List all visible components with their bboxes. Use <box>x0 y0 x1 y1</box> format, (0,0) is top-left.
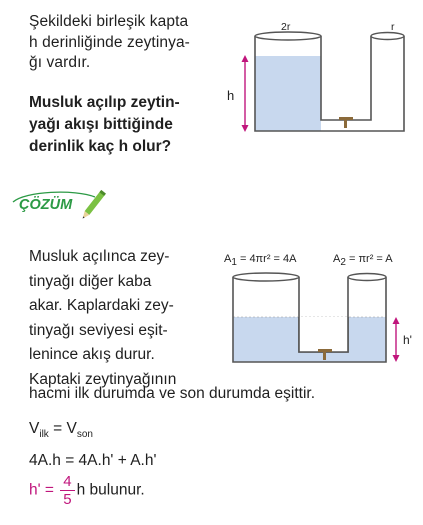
label-2r: 2r <box>281 21 291 33</box>
question-line: Musluk açılıp zeytin- <box>29 94 180 111</box>
area-equation: 4A.h = 4A.h' + A.h' <box>29 452 157 469</box>
area-a1-label: $A_1 = 4\pi r^2 = 4A$ <box>224 253 297 269</box>
liquid-fill <box>255 56 321 131</box>
solution-line: tinyağı seviyesi eşit- <box>29 321 168 339</box>
narrow-opening <box>371 33 404 40</box>
tap-icon <box>339 117 353 128</box>
solution-line: akar. Kaplardaki zey- <box>29 297 174 314</box>
problem-question <box>29 92 229 158</box>
vessel-inner-wall <box>321 36 371 120</box>
volume-equation: $V_{ilk} = V_{son}$ <box>29 420 93 441</box>
initial-vessel-figure <box>228 18 418 143</box>
narrow-opening <box>348 274 386 281</box>
wide-opening <box>233 273 299 281</box>
problem-line: Şekildeki birleşik kapta <box>29 13 189 30</box>
solution-line: Musluk açılınca zey- <box>29 248 170 265</box>
solution-wide-line: hacmi ilk durumda ve son durumda eşittir. <box>29 385 316 402</box>
solution-badge <box>5 183 125 219</box>
solution-paragraph <box>29 245 215 392</box>
h-prime-arrow <box>393 317 400 362</box>
label-r: r <box>391 21 395 33</box>
problem-line: h derinliğinde zeytinya- <box>29 33 190 51</box>
final-vessel-figure <box>225 268 420 373</box>
question-line: yağı akışı bittiğinde <box>29 116 173 133</box>
badge-label: ÇÖZÜM <box>19 197 73 213</box>
solution-line: lenince akış durur. <box>29 346 155 363</box>
result-equation: h' = $\frac{4}{5}$ h bulunur. <box>29 473 145 508</box>
h-prime-label: h' <box>403 333 412 347</box>
solution-line: tinyağı diğer kaba <box>29 272 152 290</box>
problem-statement <box>29 12 219 74</box>
area-a2-label: $A_2 = \pi r^2 = A$ <box>333 253 393 269</box>
problem-line: ğı vardır. <box>29 54 91 71</box>
solution-line: Kaptaki zeytinyağının <box>29 370 177 388</box>
wide-opening <box>255 32 321 40</box>
question-line: derinlik kaç h olur? <box>29 138 172 155</box>
h-label: h <box>227 88 235 103</box>
h-arrow <box>242 55 249 132</box>
